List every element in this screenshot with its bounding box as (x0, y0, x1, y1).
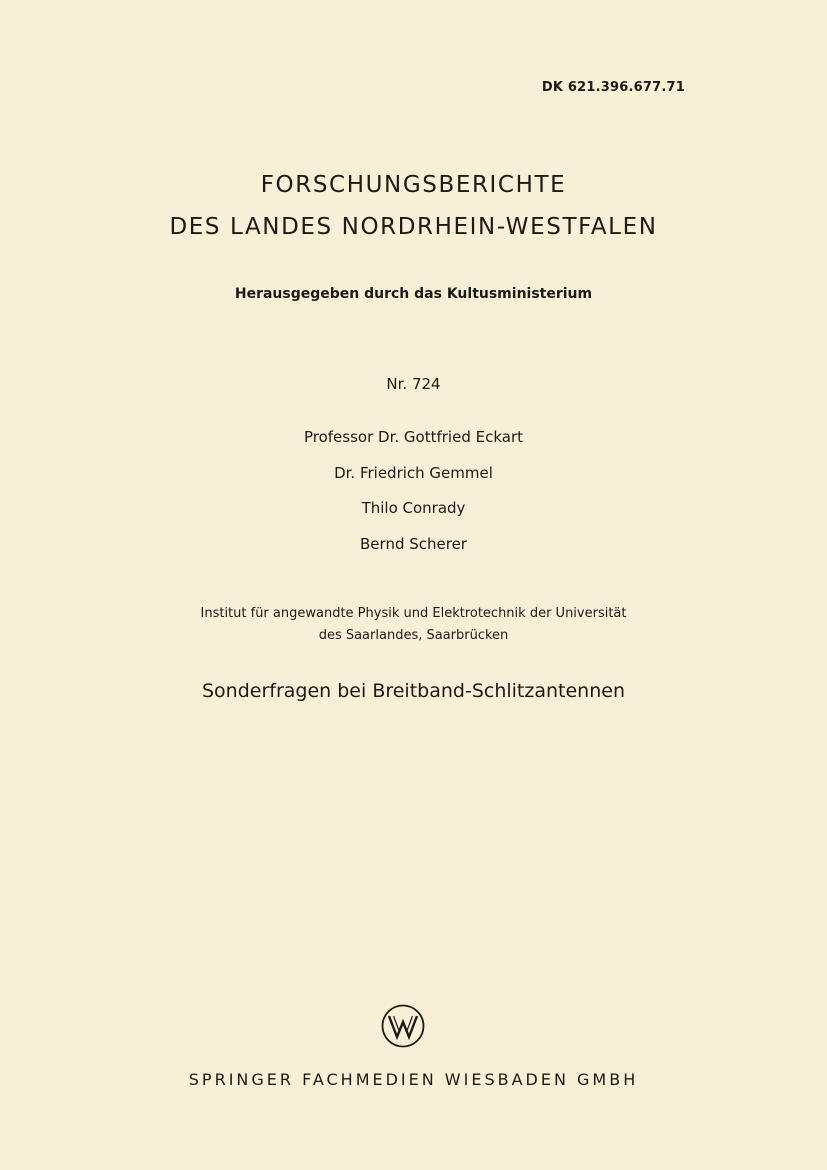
classification-code: DK 621.396.677.71 (541, 80, 685, 95)
series-number: Nr. 724 (386, 375, 441, 393)
publisher-imprint: SPRINGER FACHMEDIEN WIESBADEN GMBH (188, 1070, 639, 1089)
author-1: Professor Dr. Gottfried Eckart (303, 428, 523, 446)
springer-w-circle-logo-icon (380, 1003, 426, 1049)
book-title: Sonderfragen bei Breitband-Schlitzantennen (201, 680, 625, 702)
author-2: Dr. Friedrich Gemmel (334, 464, 493, 482)
series-title-line-2: DES LANDES NORDRHEIN-WESTFALEN (169, 214, 658, 240)
author-3: Thilo Conrady (361, 499, 466, 517)
author-4: Bernd Scherer (360, 535, 467, 553)
editor-note: Herausgegeben durch das Kultusministerium (234, 286, 593, 302)
institute-line-1: Institut für angewandte Physik und Elektrotechnik der Universität (200, 606, 627, 621)
series-title-line-1: FORSCHUNGSBERICHTE (260, 172, 567, 198)
institute-line-2: des Saarlandes, Saarbrücken (318, 628, 509, 643)
